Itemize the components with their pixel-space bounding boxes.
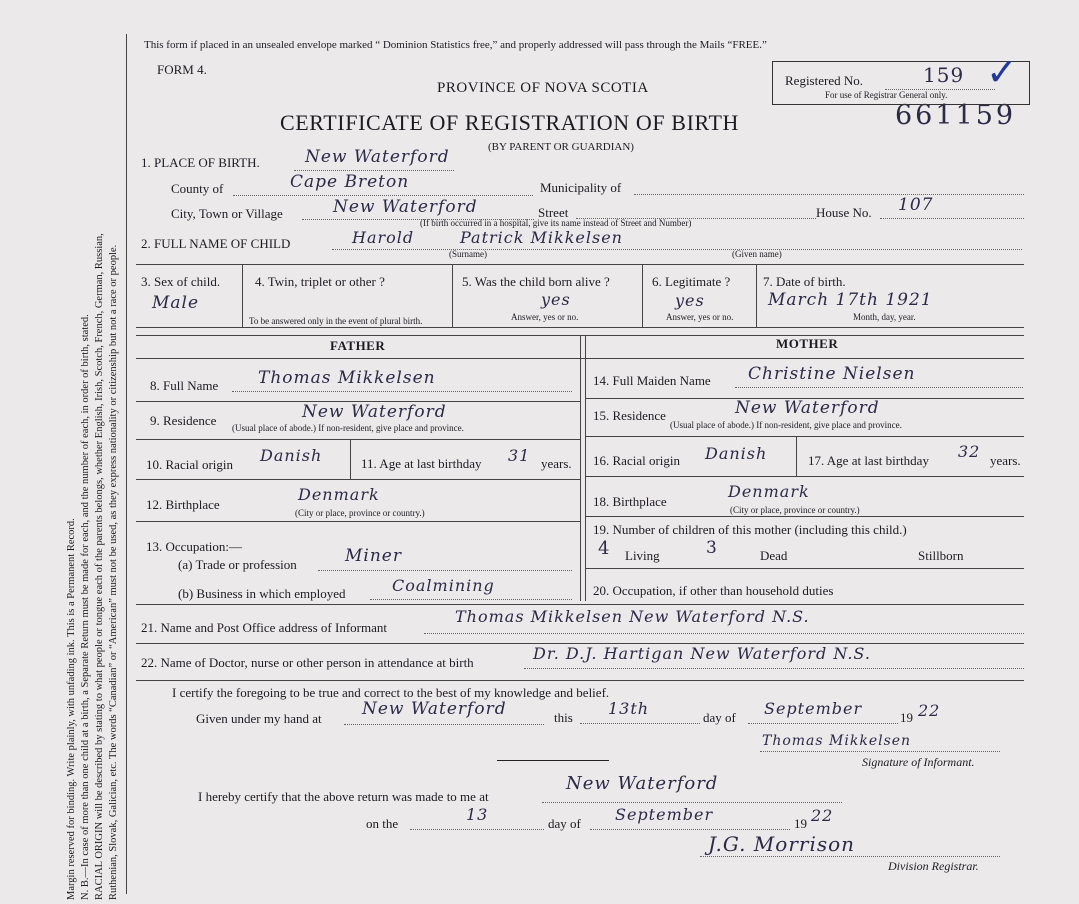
informant-signature: Thomas Mikkelsen [762, 733, 912, 749]
business-value: Coalmining [392, 576, 495, 595]
sex-value: Male [152, 293, 200, 313]
sex-label: 3. Sex of child. [141, 274, 221, 289]
father-age-suffix: years. [541, 456, 572, 471]
birth-date-value: March 17th 1921 [768, 290, 933, 310]
surname-note: (Surname) [449, 249, 487, 259]
county-value: Cape Breton [290, 172, 410, 192]
street-label: Street [538, 205, 569, 220]
children-count-label: 19. Number of children of this mother (including this child.) [593, 522, 907, 537]
father-race-value: Danish [260, 446, 323, 465]
checkmark-icon: ✓ [986, 52, 1018, 94]
city-label: City, Town or Village [171, 206, 283, 221]
living-label: Living [625, 548, 660, 563]
mother-residence-label: 15. Residence [593, 408, 666, 423]
children-total-value: 4 [598, 538, 611, 559]
registrar-year-prefix: 19 [794, 816, 807, 831]
legitimate-label: 6. Legitimate ? [652, 274, 731, 289]
given-under-label: Given under my hand at [196, 711, 322, 726]
father-residence-label: 9. Residence [150, 413, 217, 428]
doctor-value: Dr. D.J. Hartigan New Waterford N.S. [533, 644, 871, 663]
mother-occupation-label: 20. Occupation, if other than household duties [593, 583, 834, 598]
mother-residence-value: New Waterford [735, 398, 880, 418]
registrar-on-label: on the [366, 816, 399, 831]
mailing-notice: This form if placed in an unsealed envelope marked “ Dominion Statistics free,” and properly addressed will pass through the Mails “FREE.” [144, 39, 767, 51]
father-name-value: Thomas Mikkelsen [258, 368, 436, 388]
given-place-value: New Waterford [362, 699, 507, 719]
page-title: CERTIFICATE OF REGISTRATION OF BIRTH [280, 110, 739, 135]
twin-note: To be answered only in the event of plural birth. [249, 316, 423, 326]
house-label: House No. [816, 205, 872, 220]
doctor-label: 22. Name of Doctor, nurse or other person in attendance at birth [141, 655, 474, 670]
mother-race-label: 16. Racial origin [593, 453, 681, 468]
mother-age-suffix: years. [990, 453, 1021, 468]
mother-birthplace-label: 18. Birthplace [593, 494, 667, 509]
place-value: New Waterford [305, 147, 450, 167]
certify-text: I certify the foregoing to be true and correct to the best of my knowledge and belief. [172, 685, 610, 700]
informant-value: Thomas Mikkelsen New Waterford N.S. [455, 607, 810, 626]
father-birthplace-label: 12. Birthplace [146, 497, 220, 512]
father-residence-note: (Usual place of abode.) If non-resident, give place and province. [232, 423, 464, 433]
certify-year-value: 22 [918, 701, 941, 720]
registered-label: Registered No. [785, 73, 863, 88]
city-value: New Waterford [333, 197, 478, 217]
mother-birthplace-note: (City or place, province or country.) [730, 505, 860, 515]
living-value: 3 [706, 538, 718, 558]
father-birthplace-note: (City or place, province or country.) [295, 508, 425, 518]
certify-month-value: September [764, 699, 863, 718]
birth-date-label: 7. Date of birth. [763, 274, 846, 289]
house-value: 107 [898, 195, 934, 215]
child-name-label: 2. FULL NAME OF CHILD [141, 236, 291, 251]
hospital-note: (If birth occurred in a hospital, give its name instead of Street and Number) [420, 218, 692, 228]
trade-label: (a) Trade or profession [178, 557, 297, 572]
alive-label: 5. Was the child born alive ? [462, 274, 610, 289]
legitimate-note: Answer, yes or no. [666, 312, 734, 322]
margin-note-2: N. B.—In case of more than one child at a birth, a Separate Return must be made for each, and the number of each, in order of birth, stated. [80, 314, 91, 900]
stillborn-label: Stillborn [918, 548, 964, 563]
mother-heading: MOTHER [776, 336, 839, 351]
registrar-month-value: September [615, 805, 714, 824]
certify-day-label: day of [703, 710, 736, 725]
registrar-signature-label: Division Registrar. [888, 859, 979, 873]
mother-residence-note: (Usual place of abode.) If non-resident, give place and province. [670, 420, 902, 430]
registrar-dayof-label: day of [548, 816, 581, 831]
alive-value: yes [541, 290, 571, 309]
registered-note: For use of Registrar General only. [825, 90, 948, 100]
form-number: FORM 4. [157, 62, 207, 77]
informant-label: 21. Name and Post Office address of Informant [141, 620, 387, 635]
registrar-text: I hereby certify that the above return was made to me at [198, 789, 489, 804]
mother-age-value: 32 [958, 442, 981, 461]
page-subtitle: (BY PARENT OR GUARDIAN) [488, 141, 634, 153]
father-race-label: 10. Racial origin [146, 457, 234, 472]
trade-value: Miner [345, 546, 402, 566]
informant-signature-label: Signature of Informant. [862, 755, 975, 769]
given-name-note: (Given name) [732, 249, 782, 259]
alive-note: Answer, yes or no. [511, 312, 579, 322]
father-heading: FATHER [330, 338, 386, 353]
twin-label: 4. Twin, triplet or other ? [255, 274, 385, 289]
legitimate-value: yes [675, 291, 705, 310]
father-name-label: 8. Full Name [150, 378, 219, 393]
handwritten-number: 661159 [895, 100, 1017, 131]
father-birthplace-value: Denmark [298, 485, 380, 504]
mother-name-value: Christine Nielsen [748, 364, 916, 384]
registered-value: 159 [923, 63, 965, 87]
child-surname: Harold [352, 228, 415, 247]
father-age-value: 31 [508, 446, 531, 465]
registrar-day-value: 13 [466, 805, 489, 824]
margin-note-4: Ruthenian, Slovak, Galician, etc. The words “Canadian” or “American” must not be used, as they express nationality or citizenship but not a race or people. [108, 244, 119, 900]
margin-note-1: Margin reserved for binding. Write plainly, with unfading ink. This is a Permanent Record. [66, 518, 77, 900]
child-given-name: Patrick Mikkelsen [460, 228, 623, 247]
this-label: this [554, 710, 573, 725]
province-heading: PROVINCE OF NOVA SCOTIA [437, 80, 649, 96]
mother-birthplace-value: Denmark [728, 482, 810, 501]
birth-date-note: Month, day, year. [853, 312, 916, 322]
registrar-year-value: 22 [811, 806, 834, 825]
mother-race-value: Danish [705, 444, 768, 463]
margin-rule [126, 34, 127, 894]
father-residence-value: New Waterford [302, 402, 447, 422]
mother-name-label: 14. Full Maiden Name [593, 373, 711, 388]
county-label: County of [171, 181, 224, 196]
mother-age-label: 17. Age at last birthday [808, 453, 929, 468]
father-age-label: 11. Age at last birthday [361, 456, 482, 471]
business-label: (b) Business in which employed [178, 586, 346, 601]
dead-label: Dead [760, 548, 788, 563]
certify-year-prefix: 19 [900, 710, 913, 725]
margin-note-3: RACIAL ORIGIN will be described by stating to what people or tongue each of the parents belongs, whether English, Irish, Scotch, French, German, Russian, [94, 233, 105, 900]
place-label: 1. PLACE OF BIRTH. [141, 155, 260, 170]
father-occupation-label: 13. Occupation:— [146, 539, 243, 554]
registrar-signature: J.G. Morrison [708, 832, 856, 856]
registrar-place-value: New Waterford [566, 773, 719, 794]
certify-day-value: 13th [608, 699, 650, 718]
municipality-label: Municipality of [540, 180, 622, 195]
